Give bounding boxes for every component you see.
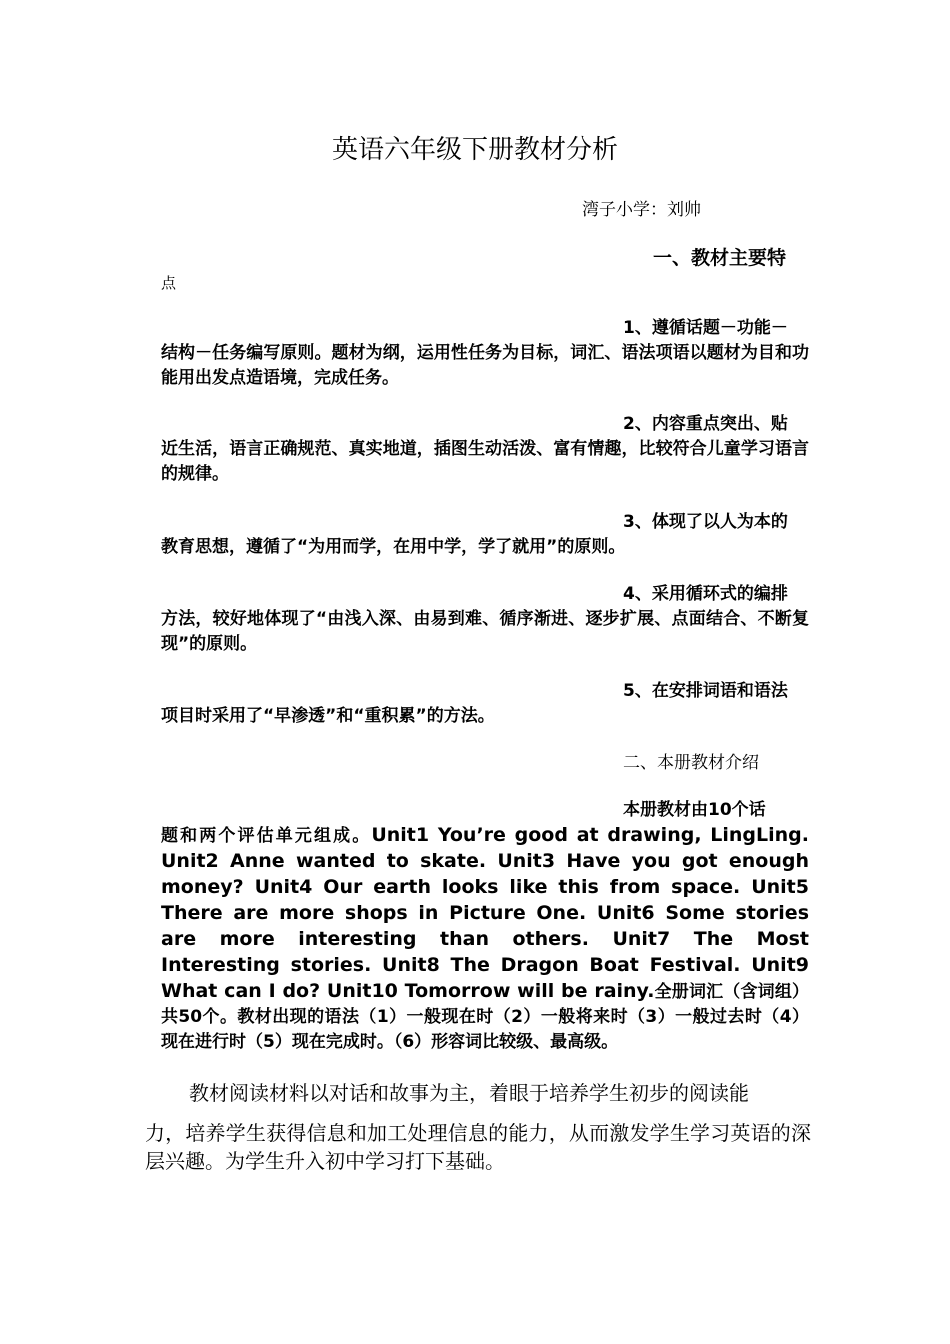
- closing-line-1: 教材阅读材料以对话和故事为主，着眼于培养学生初步的阅读能: [189, 1081, 749, 1105]
- paragraph-4: [161, 582, 809, 657]
- closing-line-2: 力，培养学生获得信息和加工处理信息的能力，从而激发学生学习英语的深层兴趣。为学生升入初中学习打下基础。: [145, 1121, 811, 1173]
- paragraph-3-lead: 3、体现了以人为本的: [623, 512, 788, 532]
- paragraph-4-body: 方法，较好地体现了“由浅入深、由易到难、循序渐进、逐步扩展、点面结合、不断复现”的原则。: [161, 609, 809, 654]
- section-1-heading: [161, 245, 809, 295]
- paragraph-2-lead: 2、内容重点突出、贴: [623, 414, 788, 434]
- paragraph-4-lead: 4、采用循环式的编排: [623, 584, 788, 604]
- section-1-heading-lead: 一、教材主要特: [653, 247, 787, 269]
- paragraph-1-body: 结构－任务编写原则。题材为纲，运用性任务为目标，词汇、语法项语以题材为目和功能用出发点造语境，完成任务。: [161, 343, 809, 388]
- paragraph-2-body: 近生活，语言正确规范、真实地道，插图生动活泼、富有情趣，比较符合儿童学习语言的规律。: [161, 439, 809, 484]
- section-2-heading: [161, 751, 809, 776]
- unit-list: Unit1 You’re good at drawing, LingLing. Unit2 Anne wanted to skate. Unit3 Have you got enough money? Unit4 Our earth looks like this from space. Unit5 There are more shops in Picture One. Unit6 Some stories are more interesting than others. Unit7 The Most Interesting stories. Unit8 The Dragon Boat Festival. Unit9 What can I do? Unit10 Tomorrow will be rainy.: [161, 824, 809, 1002]
- paragraph-3: [161, 510, 809, 560]
- paragraph-6-body-a: 题和两个评估单元组成。: [161, 826, 372, 846]
- paragraph-5: [161, 679, 809, 729]
- author-line: 湾子小学：刘帅: [582, 200, 701, 220]
- paragraph-5-lead: 5、在安排词语和语法: [623, 681, 788, 701]
- paragraph-6-body-b: 全册词汇（含词组）共50个。教材出现的语法（1）一般现在时（2）一般将来时（3）一般过去时（4）现在进行时（5）现在完成时。（6）形容词比较级、最高级。: [161, 982, 810, 1052]
- page-title: 英语六年级下册教材分析: [331, 135, 618, 165]
- paragraph-1: [161, 316, 809, 391]
- section-2-heading-lead: 二、本册教材介绍: [623, 753, 759, 773]
- section-1-heading-tail: 点: [161, 274, 177, 292]
- paragraph-6-lead: 本册教材由10个话: [623, 800, 766, 820]
- paragraph-2: [161, 412, 809, 487]
- paragraph-3-body: 教育思想，遵循了“为用而学，在用中学，学了就用”的原则。: [161, 537, 626, 557]
- paragraph-6: [161, 798, 809, 1055]
- paragraph-5-body: 项目时采用了“早渗透”和“重积累”的方法。: [161, 706, 495, 726]
- paragraph-1-lead: 1、遵循话题－功能－: [623, 318, 788, 338]
- closing-paragraph: [145, 1079, 811, 1175]
